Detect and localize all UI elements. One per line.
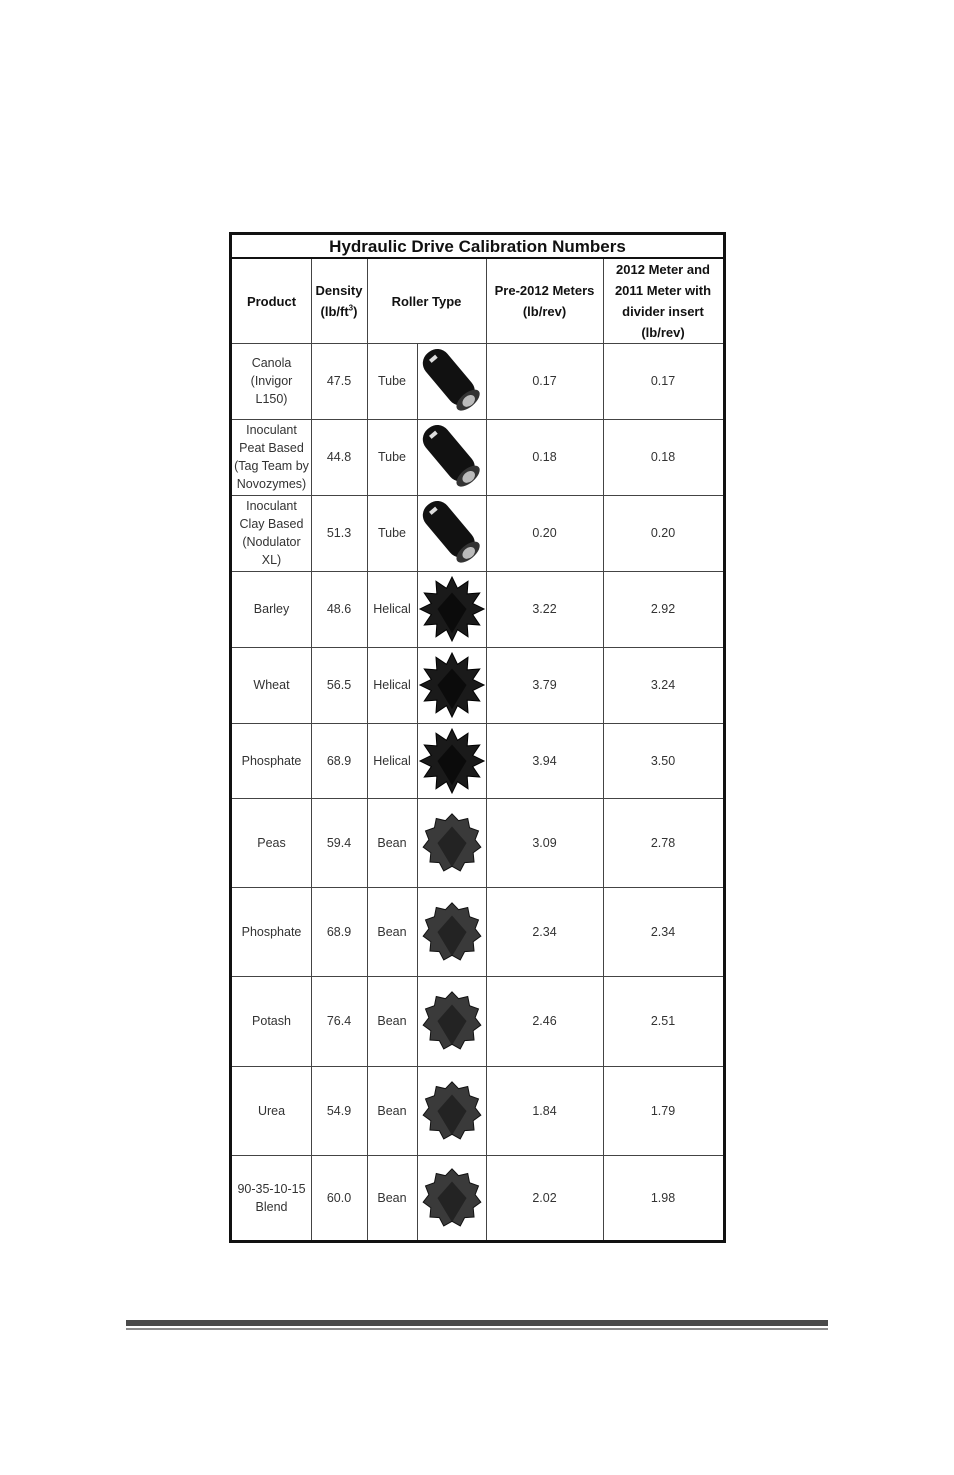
pre2012-rate-cell: 0.17 <box>532 374 557 388</box>
header-density-line1: Density <box>315 283 363 298</box>
meter2012-rate-cell: 3.50 <box>650 753 676 768</box>
bean-roller-icon <box>417 976 486 1066</box>
product-name-line: Potash <box>252 1014 291 1028</box>
pre2012-rate-cell: 0.18 <box>532 450 557 464</box>
pre2012-rate-cell: 2.02 <box>532 1190 557 1205</box>
helical-roller-icon <box>417 571 486 647</box>
product-cell <box>232 976 311 1066</box>
density-cell: 47.5 <box>326 374 352 388</box>
product-cell <box>232 887 311 976</box>
roller-type-cell: Tube <box>377 374 407 388</box>
product-name-line: Wheat <box>253 678 290 692</box>
product-name-line: Inoculant <box>246 423 297 437</box>
header-density <box>311 259 367 343</box>
helical-roller-icon <box>417 647 486 723</box>
header-pre2012 <box>486 259 603 343</box>
product-name-line: Peas <box>257 835 286 850</box>
product-name-line: Clay Based <box>239 517 304 531</box>
density-cell: 59.4 <box>326 835 352 850</box>
product-name-line: (Tag Team by <box>234 459 309 473</box>
density-cell: 76.4 <box>326 1014 352 1028</box>
pre2012-rate-cell: 3.22 <box>532 602 557 616</box>
bean-roller-icon <box>417 1155 486 1240</box>
header-density-line2 <box>321 301 358 322</box>
density-cell: 68.9 <box>326 753 352 768</box>
pre2012-rate-cell: 3.79 <box>532 678 557 692</box>
roller-type-cell: Tube <box>377 450 407 464</box>
footer-rule <box>126 1320 828 1326</box>
roller-type-cell: Bean <box>377 924 407 939</box>
roller-type-cell: Bean <box>377 1014 407 1028</box>
pre2012-rate-cell: 3.09 <box>532 835 557 850</box>
roller-type-cell: Helical <box>373 602 411 616</box>
pre2012-rate-cell: 1.84 <box>532 1103 557 1118</box>
roller-type-cell: Bean <box>377 1103 407 1118</box>
header-density-unit: (lb/ft <box>320 304 349 319</box>
pre2012-rate-cell: 2.46 <box>532 1014 557 1028</box>
helical-roller-icon <box>417 723 486 798</box>
density-cell: 54.9 <box>326 1103 352 1118</box>
density-cell: 51.3 <box>326 526 352 540</box>
density-cell: 68.9 <box>326 924 352 939</box>
product-cell <box>232 798 311 887</box>
product-name-line: Peat Based <box>239 441 304 455</box>
product-cell <box>232 1066 311 1155</box>
grid-line <box>367 259 368 1240</box>
meter2012-rate-cell: 3.24 <box>650 678 676 692</box>
tube-roller-icon <box>417 343 486 419</box>
header-pre2012-line2: (lb/rev) <box>522 304 567 319</box>
product-name-line: (Nodulator <box>242 535 301 549</box>
density-cell: 48.6 <box>326 602 352 616</box>
meter2012-rate-cell: 2.34 <box>650 924 676 939</box>
calibration-table <box>229 232 726 1243</box>
grid-line <box>603 259 604 1240</box>
bean-roller-icon <box>417 798 486 887</box>
product-name-line: XL) <box>261 553 282 567</box>
product-name-line: Phosphate <box>241 753 302 768</box>
meter2012-rate-cell: 1.98 <box>650 1190 676 1205</box>
meter2012-rate-cell: 1.79 <box>650 1103 676 1118</box>
product-cell <box>232 419 311 495</box>
table-title: Hydraulic Drive Calibration Numbers <box>232 235 723 259</box>
roller-type-cell: Helical <box>373 678 411 692</box>
header-2012-line2: 2011 Meter with <box>614 283 712 298</box>
header-product: Product <box>246 293 297 309</box>
product-name-line: Inoculant <box>246 499 297 513</box>
pre2012-rate-cell: 3.94 <box>532 753 557 768</box>
header-roller-type: Roller Type <box>391 293 462 309</box>
meter2012-rate-cell: 2.78 <box>650 835 676 850</box>
product-name-line: (Invigor <box>250 374 293 388</box>
density-cell: 56.5 <box>326 678 352 692</box>
bean-roller-icon <box>417 1066 486 1155</box>
roller-type-cell: Bean <box>377 835 407 850</box>
roller-type-cell: Helical <box>373 753 411 768</box>
grid-line <box>486 259 487 1240</box>
product-name-line: 90-35-10-15 <box>237 1181 306 1196</box>
pre2012-rate-cell: 0.20 <box>532 526 557 540</box>
header-2012-line3: divider insert <box>622 304 704 319</box>
header-2012-line4: (lb/rev) <box>641 325 685 340</box>
footer-rule-thin <box>126 1328 828 1330</box>
pre2012-rate-cell: 2.34 <box>532 924 557 939</box>
meter2012-rate-cell: 0.18 <box>650 450 676 464</box>
product-cell <box>232 343 311 419</box>
meter2012-rate-cell: 0.20 <box>650 526 676 540</box>
product-cell <box>232 723 311 798</box>
roller-type-cell: Tube <box>377 526 407 540</box>
product-name-line: Barley <box>253 602 290 616</box>
grid-line <box>311 259 312 1240</box>
product-name-line: Phosphate <box>241 924 302 939</box>
product-name-line: Urea <box>257 1103 286 1118</box>
meter2012-rate-cell: 2.92 <box>650 602 676 616</box>
tube-roller-icon <box>417 419 486 495</box>
roller-type-cell: Bean <box>377 1190 407 1205</box>
meter2012-rate-cell: 2.51 <box>650 1014 676 1028</box>
meter2012-rate-cell: 0.17 <box>650 374 676 388</box>
product-name-line: Novozymes) <box>236 477 307 491</box>
bean-roller-icon <box>417 887 486 976</box>
density-cell: 60.0 <box>326 1190 352 1205</box>
product-name-line: L150) <box>255 392 288 406</box>
product-cell <box>232 571 311 647</box>
header-2012-line1: 2012 Meter and <box>616 262 710 277</box>
product-name-line: Canola <box>251 356 292 370</box>
grid-line <box>417 343 418 1240</box>
header-density-sup: 3 <box>348 303 354 313</box>
tube-roller-icon <box>417 495 486 571</box>
product-name-line: Blend <box>255 1199 288 1214</box>
density-cell: 44.8 <box>326 450 352 464</box>
header-2012-meter <box>603 259 723 343</box>
product-cell <box>232 495 311 571</box>
header-pre2012-line1: Pre-2012 Meters <box>494 283 595 298</box>
header-density-close: ) <box>353 304 358 319</box>
product-cell <box>232 647 311 723</box>
product-cell <box>232 1155 311 1240</box>
